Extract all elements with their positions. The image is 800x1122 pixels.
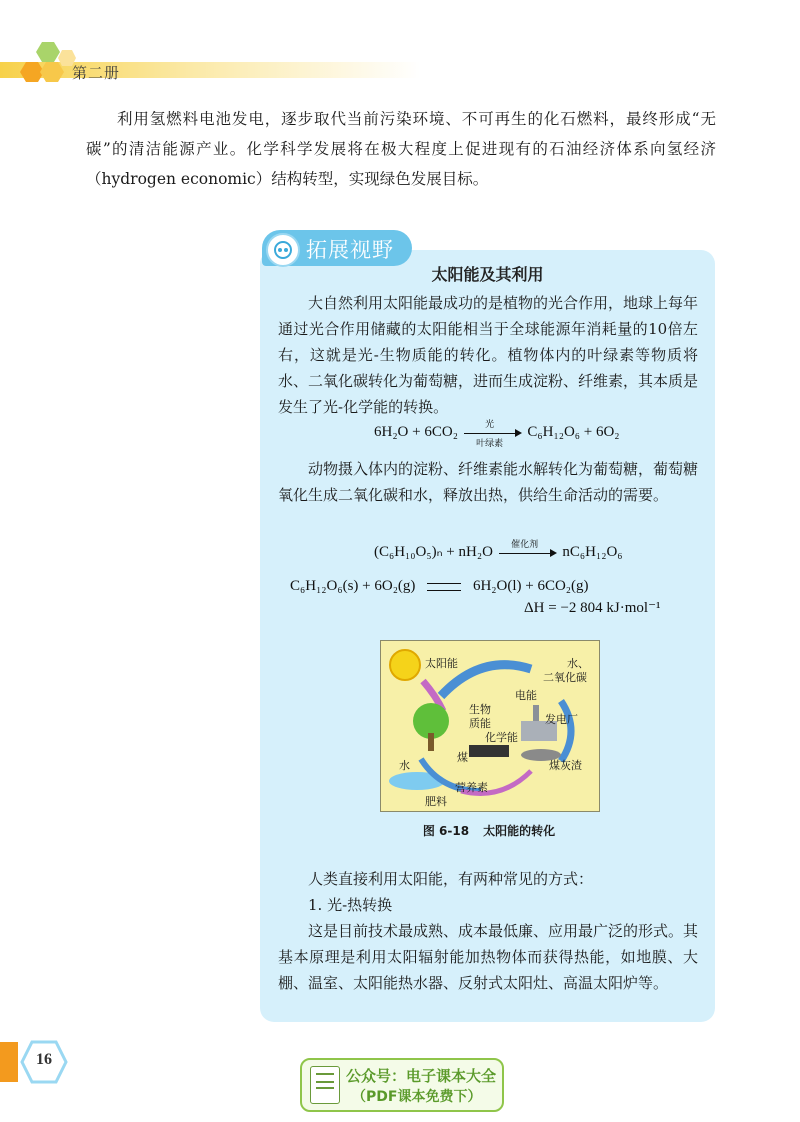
enthalpy-value: ΔH = −2 804 kJ·mol⁻¹ bbox=[524, 600, 661, 616]
equation-oxidation bbox=[290, 578, 589, 595]
intro-paragraph: 利用氢燃料电池发电，逐步取代当前污染环境、不可再生的化石燃料，最终形成“无碳”的清洁能源产业。化学科学发展将在极大程度上促进现有的石油经济体系向氢经济（hydrogen economic）结构转型，实现绿色发展目标。 bbox=[86, 110, 716, 188]
page-number: 16 bbox=[36, 1051, 52, 1068]
hexagon-logo-icon bbox=[18, 40, 76, 84]
paragraph-direct-use: 人类直接利用太阳能，有两种常见的方式： bbox=[308, 870, 594, 888]
caption-number: 图 6-18 bbox=[422, 824, 470, 838]
eq1-condition-above: 光 bbox=[485, 419, 495, 430]
eq2-right: nC₆H₁₂O₆ bbox=[562, 544, 623, 560]
eq1-condition-below: 叶绿素 bbox=[476, 438, 504, 449]
reaction-arrow-icon bbox=[464, 419, 522, 449]
label-chemical-energy: 化学能 bbox=[485, 731, 518, 744]
label-biomass-2: 质能 bbox=[469, 717, 491, 730]
book-part-label: 第二册 bbox=[72, 64, 121, 82]
solar-energy-figure bbox=[380, 640, 600, 812]
label-electricity: 电能 bbox=[515, 689, 537, 702]
eq1-right: C₆H₁₂O₆ + 6O₂ bbox=[527, 424, 620, 440]
label-cinder: 煤灰渣 bbox=[549, 759, 582, 772]
paragraph-heading-light-heat: 1. 光-热转换 bbox=[308, 896, 393, 914]
label-fertilizer: 肥料 bbox=[425, 795, 447, 808]
label-nutrient: 营养素 bbox=[455, 781, 488, 794]
page-edge-tab bbox=[0, 1042, 18, 1082]
eq1-left: 6H₂O + 6CO₂ bbox=[374, 424, 458, 440]
eq3-left: C₆H₁₂O₆(s) + 6O₂(g) bbox=[290, 578, 416, 594]
label-water-pool: 水 bbox=[399, 759, 410, 772]
label-power-plant: 发电厂 bbox=[545, 713, 578, 726]
equals-sign-icon bbox=[427, 583, 461, 591]
paragraph-photosynthesis: 大自然利用太阳能最成功的是植物的光合作用，地球上每年通过光合作用储藏的太阳能相当于全球能源年消耗量的10倍左右，这就是光-生物质能的转化。植物体内的叶绿素等物质将水、二氧化碳转化为葡萄糖，进而生成淀粉、纤维素，其本质是发生了光-化学能的转换。 bbox=[278, 294, 699, 416]
promo-line-1: 公众号：电子课本大全 bbox=[346, 1067, 497, 1085]
promo-line-2: （PDF课本免费下） bbox=[352, 1089, 482, 1105]
eq2-left: (C₆H₁₀O₅)ₙ + nH₂O bbox=[374, 544, 493, 560]
label-co2: 二氧化碳 bbox=[543, 671, 587, 684]
paragraph-animal-metabolism: 动物摄入体内的淀粉、纤维素能水解转化为葡萄糖，葡萄糖氧化生成二氧化碳和水，释放出热，供给生命活动的需要。 bbox=[278, 460, 699, 504]
section-title: 太阳能及其利用 bbox=[431, 265, 544, 284]
label-coal: 煤 bbox=[457, 751, 468, 764]
label-solar-energy: 太阳能 bbox=[425, 657, 458, 670]
label-biomass-1: 生物 bbox=[469, 703, 491, 716]
paragraph-light-heat: 这是目前技术最成熟、成本最低廉、应用最广泛的形式。其基本原理是利用太阳辐射能加热物体而获得热能，如地膜、大棚、温室、太阳能热水器、反射式太阳灶、高温太阳炉等。 bbox=[278, 922, 699, 992]
coal-icon bbox=[469, 745, 509, 757]
equation-hydrolysis bbox=[374, 539, 623, 561]
caption-text: 太阳能的转化 bbox=[483, 824, 556, 838]
equation-photosynthesis bbox=[374, 419, 620, 449]
promo-banner[interactable] bbox=[300, 1058, 504, 1112]
reaction-arrow-icon bbox=[499, 539, 557, 560]
book-icon bbox=[310, 1066, 340, 1104]
label-water: 水、 bbox=[567, 657, 589, 670]
eq2-condition-above: 催化剂 bbox=[511, 539, 539, 550]
figure-caption bbox=[380, 822, 598, 839]
extension-title: 拓展视野 bbox=[306, 238, 394, 262]
eq3-right: 6H₂O(l) + 6CO₂(g) bbox=[472, 578, 589, 594]
sun-icon bbox=[390, 650, 420, 680]
